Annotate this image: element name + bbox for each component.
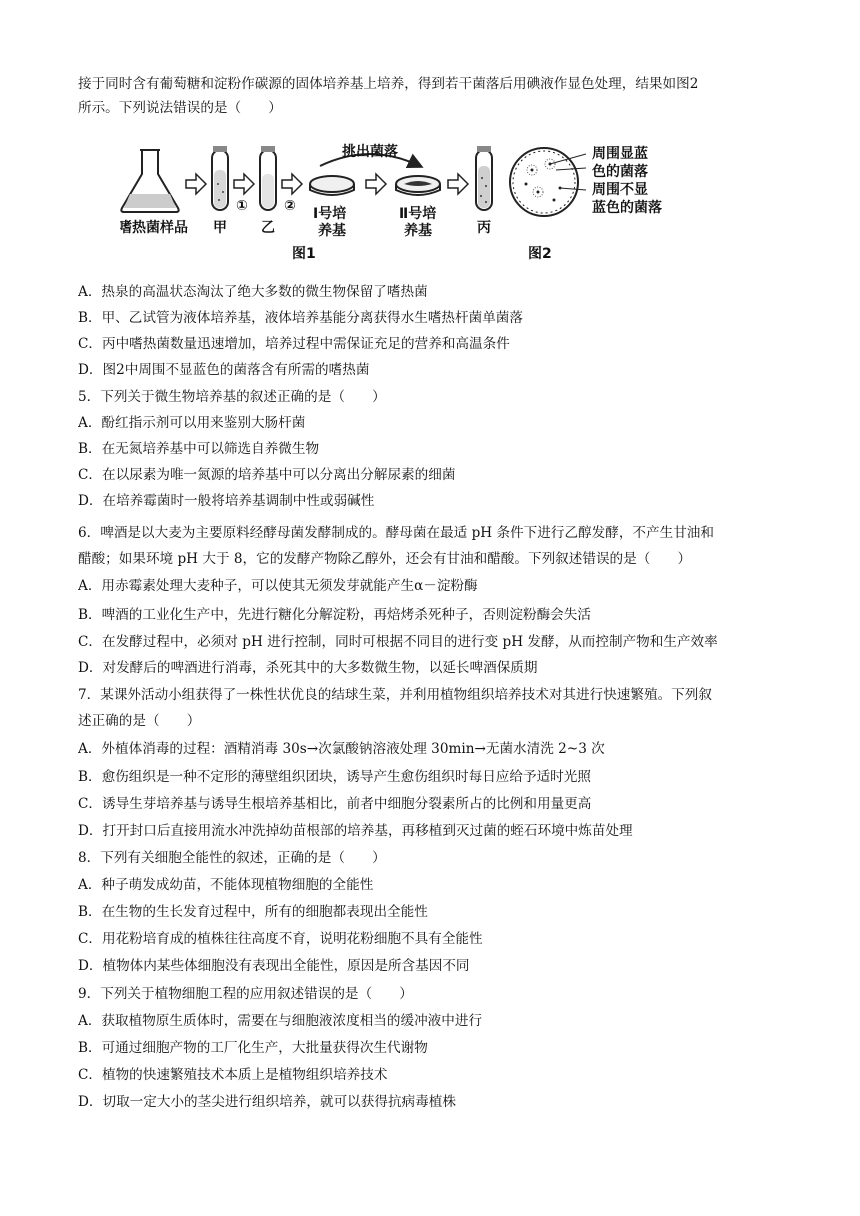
q6-stem-2: 醋酸；如果环境 pH 大于 8，它的发酵产物除乙醇外，还会有甘油和醋酸。下列叙述错误的是（ ） (78, 551, 692, 567)
q5-stem: 5．下列关于微生物培养基的叙述正确的是（ ） (78, 389, 386, 405)
figure-svg (120, 140, 680, 270)
q6-option-a: A．用赤霉素处理大麦种子，可以使其无须发芽就能产生α－淀粉酶 (78, 578, 478, 594)
q8-stem: 8．下列有关细胞全能性的叙述，正确的是（ ） (78, 850, 386, 866)
tube-jia-icon (212, 146, 228, 210)
q4-option-d: D．图2中周围不显蓝色的菌落含有所需的嗜热菌 (78, 362, 370, 378)
arrow-icon (448, 174, 468, 194)
q6-option-d: D．对发酵后的啤酒进行消毒，杀死其中的大多数微生物，以延长啤酒保质期 (78, 660, 538, 676)
q8-option-d: D．植物体内某些体细胞没有表现出全能性，原因是所含基因不同 (78, 958, 470, 974)
colony-plate-icon (510, 148, 586, 216)
q9-option-d: D．切取一定大小的茎尖进行组织培养，就可以获得抗病毒植株 (78, 1094, 456, 1110)
tube-yi-label: 乙 (261, 220, 275, 236)
q5-option-d: D．在培养霉菌时一般将培养基调制中性或弱碱性 (78, 493, 375, 509)
sample-label: 嗜热菌样品 (120, 220, 188, 236)
q6-option-b: B．啤酒的工业化生产中，先进行糖化分解淀粉，再焙烤杀死种子，否则淀粉酶会失活 (78, 607, 591, 623)
q7-stem-2: 述正确的是（ ） (78, 713, 201, 729)
q8-option-a: A．种子萌发成幼苗，不能体现植物细胞的全能性 (78, 877, 374, 893)
arrow-icon (366, 174, 386, 194)
q7-stem-1: 7．某课外活动小组获得了一株性状优良的结球生菜，并利用植物组织培养技术对其进行快速繁殖。下列叙 (78, 687, 712, 703)
petri-dish-2-icon (396, 176, 440, 195)
q9-option-b: B．可通过细胞产物的工厂化生产，大批量获得次生代谢物 (78, 1040, 428, 1056)
q6-stem-1: 6．啤酒是以大麦为主要原料经酵母菌发酵制成的。酵母菌在最适 pH 条件下进行乙醇发酵，不产生甘油和 (78, 525, 714, 541)
experiment-figure (120, 140, 680, 270)
step-1-label: ① (236, 198, 248, 214)
q8-option-c: C．用花粉培育成的植株往往高度不育，说明花粉细胞不具有全能性 (78, 931, 483, 947)
q6-option-c: C．在发酵过程中，必须对 pH 进行控制，同时可根据不同目的进行变 pH 发酵，从而控制产物和生产效率 (78, 634, 718, 650)
tube-jia-label: 甲 (213, 220, 227, 236)
q7-option-c: C．诱导生芽培养基与诱导生根培养基相比，前者中细胞分裂素所占的比例和用量更高 (78, 796, 592, 812)
noblue-colony-line-2: 蓝色的菌落 (592, 200, 662, 216)
noblue-colony-line-1: 周围不显 (592, 182, 648, 198)
q7-option-d: D．打开封口后直接用流水冲洗掉幼苗根部的培养基，再移植到灭过菌的蛭石环境中炼苗处理 (78, 823, 633, 839)
q9-option-c: C．植物的快速繁殖技术本质上是植物组织培养技术 (78, 1067, 388, 1083)
pick-colony-label: 挑出菌落 (342, 144, 398, 160)
flask-icon (121, 150, 178, 212)
tube-yi-icon (260, 146, 276, 210)
q7-option-b: B．愈伤组织是一种不定形的薄壁组织团块，诱导产生愈伤组织时每日应给予适时光照 (78, 769, 591, 785)
arrow-icon (282, 174, 302, 194)
arrow-icon (186, 174, 206, 194)
q5-option-b: B．在无氮培养基中可以筛选自养微生物 (78, 441, 320, 457)
medium-1-line-2: 养基 (318, 223, 346, 239)
tube-bing-label: 丙 (477, 220, 491, 236)
tube-bing-icon (476, 146, 492, 210)
q4-option-b: B．甲、乙试管为液体培养基，液体培养基能分离获得水生嗜热杆菌单菌落 (78, 310, 523, 326)
q4-option-a: A．热泉的高温状态淘汰了绝大多数的微生物保留了嗜热菌 (78, 284, 428, 300)
blue-colony-line-1: 周围显蓝 (592, 146, 648, 162)
q8-option-b: B．在生物的生长发育过程中，所有的细胞都表现出全能性 (78, 904, 428, 920)
q9-stem: 9．下列关于植物细胞工程的应用叙述错误的是（ ） (78, 986, 413, 1002)
q5-option-c: C．在以尿素为唯一氮源的培养基中可以分离出分解尿素的细菌 (78, 467, 456, 483)
arrow-icon (234, 174, 254, 194)
medium-1-line-1: Ⅰ号培 (313, 206, 347, 222)
figure-1-caption: 图1 (292, 246, 316, 262)
q4-option-c: C．丙中嗜热菌数量迅速增加，培养过程中需保证充足的营养和高温条件 (78, 336, 510, 352)
medium-2-line-1: Ⅱ号培 (399, 206, 437, 222)
q9-option-a: A．获取植物原生质体时，需要在与细胞液浓度相当的缓冲液中进行 (78, 1013, 483, 1029)
q7-option-a: A．外植体消毒的过程：酒精消毒 30s→次氯酸钠溶液处理 30min→无菌水清洗 2~3 次 (78, 741, 605, 757)
medium-2-line-2: 养基 (404, 223, 432, 239)
step-2-label: ② (284, 198, 296, 214)
q5-option-a: A．酚红指示剂可以用来鉴别大肠杆菌 (78, 415, 306, 431)
intro-line-1: 接于同时含有葡萄糖和淀粉作碳源的固体培养基上培养，得到若干菌落后用碘液作显色处理，结果如图2 (78, 76, 699, 92)
petri-dish-1-icon (310, 176, 354, 195)
blue-colony-line-2: 色的菌落 (592, 164, 648, 180)
intro-line-2: 所示。下列说法错误的是（ ） (78, 100, 282, 116)
figure-2-caption: 图2 (528, 246, 552, 262)
